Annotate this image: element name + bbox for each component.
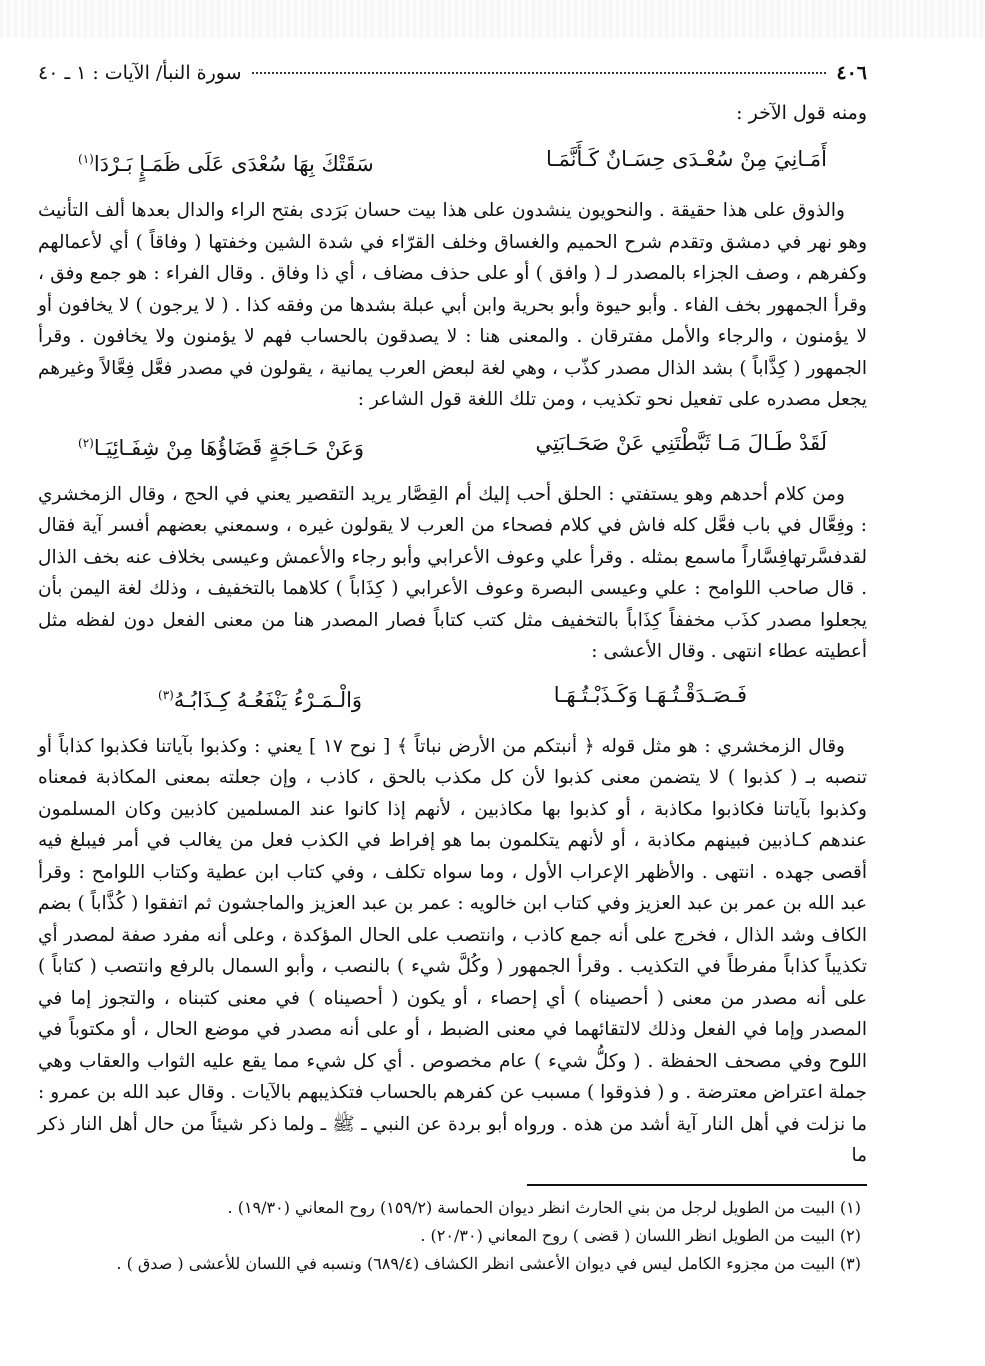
verse-1-second-text: سَقَتْكَ بِهَا سُعْدَى عَلَى ظَمَـإٍ بَـرْدَا bbox=[93, 152, 374, 176]
paragraph-2: ومن كلام أحدهم وهو يستفتي : الحلق أحب إليك أم القِصَّار يريد التقصير يعني في الحج ، وقال الزمخشري : وفِعَّال في باب فعَّل كله فاش في كلام فصحاء من العرب لا يقولون غيره ، وسمعني بعضهم أفسر آية فقال لقدفسَّرتهافِسَّاراً ماسمع بمثله . وقرأ علي وعوف الأعرابي وأبو رجاء والأعمش وعيسى بخلاف عنه بخف الذال . قال صاحب اللوامح : علي وعيسى البصرة وعوف الأعرابي ( كِذَاباً ) كلاهما بالتخفيف ، وذلك لغة اليمن بأن يجعلوا مصدر كذَب مخففاً كِذَاباً بالتخفيف مثل كتب كتاباً فصار المصدر هنا من معنى الفعل دون لفظه مثل أعطيته عطاء انتهى . وقال الأعشى : bbox=[38, 483, 867, 662]
verse-1-first-hemistich: أَمَـانِيَ مِنْ سُعْـدَى حِسَـانٌ كَـأَنَّمَـا bbox=[545, 147, 827, 171]
paragraph-1: والذوق على هذا حقيقة . والنحويون ينشدون على هذا بيت حسان بَرَدى بفتح الراء والدال بعدها ألف التأنيث وهو نهر في دمشق وتقدم شرح الحميم والغساق وخلف القرّاء في شدة الشين وخفتها ( وفاقاً ) أي لأعمالهم وكفرهم ، وصف الجزاء بالمصدر لـ ( وافق ) أو على حذف مضاف ، أي ذا وفاق . وقال الفراء : هو جمع وفق ، وقرأ الجمهور بخف الفاء . وأبو حيوة وأبو بحرية وابن أبي عبلة بشدها من وفقه كذا . ( لا يرجون ) لا يخافون أو لا يؤمنون ، والرجاء والأمل مفترقان . والمعنى هنا : لا يصدقون بالحساب فهم لا يؤمنون ولا يخافون . وقرأ الجمهور ( كِذَّاباً ) بشد الذال مصدر كذّب ، وهي لغة لبعض العرب يمانية ، يقولون في مصدر فعَّل فِعَّالاً وغيرهم يجعل مصدره على تفعيل نحو تكذيب ، ومن تلك اللغة قول الشاعر : bbox=[38, 200, 867, 410]
footnote-1: (١) البيت من الطويل لرجل من بني الحارث انظر ديوان الحماسة (١٥٩/٢) روح المعاني (١٩/٣٠) . bbox=[227, 1197, 861, 1217]
verse-2-second-hemistich bbox=[78, 424, 364, 467]
running-title: سورة النبأ/ الآيات : ١ ـ ٤٠ bbox=[38, 62, 242, 84]
verse-2-second-text: وَعَنْ حَـاجَةٍ قَضَاؤُهَا مِنْ شِفَـائِيَـا bbox=[93, 435, 364, 460]
page-header bbox=[38, 58, 867, 88]
verse-3-second-hemistich bbox=[158, 676, 362, 719]
footnote-2: (٢) البيت من الطويل انظر اللسان ( قضى ) روح المعاني (٢٠/٣٠) . bbox=[420, 1225, 861, 1245]
header-dotted-leader bbox=[252, 72, 827, 74]
verse-2 bbox=[38, 416, 867, 479]
footnote-marker-3: (٣) bbox=[158, 687, 174, 702]
footnote-marker-1: (١) bbox=[78, 152, 94, 166]
verse-3-second-text: وَالْـمَـرْءُ يَنْفَعُـهُ كِـذَابُـهُ bbox=[173, 687, 363, 712]
paragraph-3: وقال الزمخشري : هو مثل قوله ﴿ أنبتكم من الأرض نباتاً ﴾ [ نوح ١٧ ] يعني : وكذبوا بآياتنا فكذبوا كذاباً أو تنصبه بـ ( كذبوا ) لا يتضمن معنى كذبوا لأن كل مكذب بالحق ، كاذب ، وإن جعلته بمعنى المكاذبة فمعناه وكذبوا بآياتنا فكاذبوا مكاذبة ، أو كذبوا بها مكاذبين ، لأنهم إذا كانوا عند المسلمين كاذبين وكان المسلمون عندهم كـاذبين فبينهم مكاذبة ، أو لأنهم يتكلمون بما هو إفراط في الكذب فعل من يغالب في أمر فيبلغ فيه أقصى جهده . انتهى . والأظهر الإعراب الأول ، وما سواه تكلف ، وفي كتاب ابن عطية وكتاب اللوامح : وقرأ عبد الله بن عمر بن عبد العزيز وفي كتاب ابن خالويه : عمر بن عبد العزيز والماجشون ثم اتفقوا ( كُذَّاباً ) بضم الكاف وشد الذال ، فخرج على أنه جمع كاذب ، وانتصب على الحال المؤكدة ، وعلى أنه مفرد صفة لمصدر أي تكذيباً كذاباً مفرطاً في التكذيب . وقرأ الجمهور ( وكُلَّ شيء ) بالنصب ، وأبو السمال بالرفع وانتصب ( كتاباً ) على أنه مصدر من معنى ( أحصيناه ) أي إحصاء ، أو يكون ( أحصيناه ) في معنى كتبناه ، والتجوز إما في المصدر وإما في الفعل وذلك لالتقائهما في معنى الضبط ، أو على أنه مصدر في موضع الحال ، أو مكتوباً في اللوح وفي مصحف الحفظة . ( وكلُّ شيء ) عام مخصوص . أي كل شيء مما يقع عليه الثواب والعقاب وهي جملة اعتراض معترضة . و ( فذوقوا ) مسبب عن كفرهم بالحساب فتكذيبهم بالآيات . وقال عبد الله بن عمرو : ما نزلت في أهل النار آية أشد من هذه . ورواه أبو بردة عن النبي ـ ﷺ ـ ولما ذكر شيئاً من حال أهل النار ذكر ما bbox=[38, 735, 867, 1166]
footnote-3: (٣) البيت من مجزوء الكامل ليس في ديوان الأعشى انظر الكشاف (٦٨٩/٤) ونسبه في اللسان للأعشى ( صدق ) . bbox=[116, 1253, 861, 1273]
verse-2-first-hemistich: لَقَدْ طَـالَ مَـا ثَبَّطْتَنِي عَنْ صَحَـابَتِي bbox=[535, 430, 827, 455]
verse-1 bbox=[38, 132, 867, 195]
page-number: ٤٠٦ bbox=[836, 62, 867, 84]
footnote-separator bbox=[527, 1184, 867, 1186]
scan-noise-strip bbox=[0, 0, 985, 38]
verse-3-first-hemistich: فَـصَـدَقْـتُـهَـا وَكَـذَبْـتُـهَـا bbox=[553, 682, 747, 707]
verse-3 bbox=[38, 668, 867, 731]
footnote-marker-2: (٢) bbox=[78, 435, 94, 450]
verse-1-second-hemistich bbox=[78, 140, 374, 183]
intro-line: ومنه قول الآخر : bbox=[736, 102, 867, 124]
